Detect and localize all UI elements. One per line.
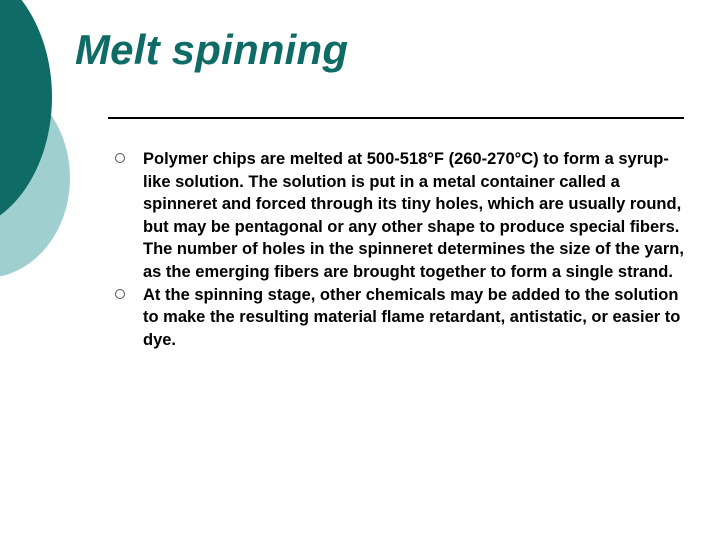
bullet-text: Polymer chips are melted at 500-518°F (260-270°C) to form a syrup-like solution. The solution is put in a metal container called a spinneret and forced through its tiny holes, which are usually round, but may be pentagonal or any other shape to produce special fibers. The number of holes in the spinneret determines the size of the yarn, as the emerging fibers are brought together to form a single strand. (143, 150, 684, 281)
slide-title: Melt spinning (75, 26, 349, 73)
bullet-item (115, 284, 685, 352)
bullet-item (115, 148, 685, 284)
title-divider (108, 117, 684, 119)
bullet-text: At the spinning stage, other chemicals may be added to the solution to make the resulting material flame retardant, antistatic, or easier to dye. (143, 285, 681, 349)
hollow-circle-icon (115, 289, 125, 299)
bullet-list (115, 148, 685, 351)
hollow-circle-icon (115, 153, 125, 163)
